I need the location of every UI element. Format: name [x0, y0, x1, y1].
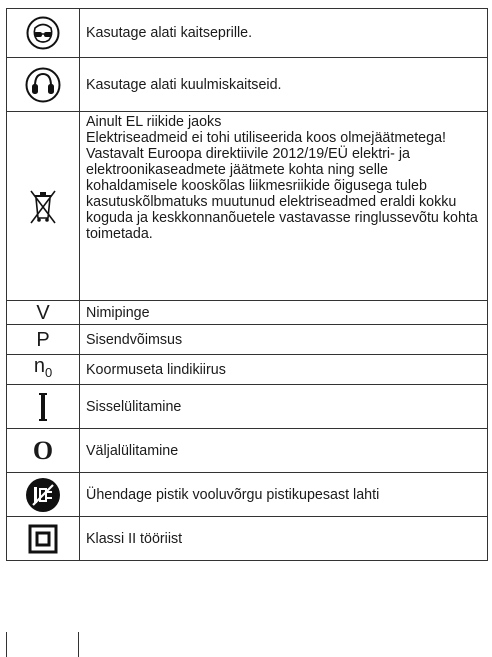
icon-cell: [7, 9, 80, 58]
table-row: [7, 473, 488, 517]
row-text: Kasutage alati kaitseprille.: [80, 9, 488, 58]
row-text: Ühendage pistik vooluvõrgu pistikupesast lahti: [80, 473, 488, 517]
icon-cell: [7, 473, 80, 517]
speed-symbol-letter: n: [33, 355, 45, 377]
power-symbol: P: [36, 328, 50, 351]
row-text: Sisselülitamine: [80, 385, 488, 429]
table-row: [7, 355, 488, 385]
row-text: Koormuseta lindikiirus: [80, 355, 488, 385]
row-text: Sisendvõimsus: [80, 325, 488, 355]
symbol-cell: [7, 325, 80, 355]
symbol-table: [6, 8, 488, 561]
table-row: [7, 325, 488, 355]
symbol-cell: [7, 429, 80, 473]
row-text: Klassi II tööriist: [80, 517, 488, 561]
switch-off-symbol: O: [32, 435, 54, 465]
row-text: Ainult EL riikide jaoks Elektriseadmeid ei tohi utiliseerida koos olmejäätmetega! Vastavalt Euroopa direktiivile 2012/19/EÜ elektri- ja elektroonikaseadmete jäätmete kohta ning selle kohaldamisele kooskõlas liikmesriikide õigusega tuleb kasutuskõlbmatuks muutunud elektriseadmed eraldi kokku koguda ja keskkonnanõuetele vastavasse ringlussevõtu kohta toimetada.: [80, 112, 488, 301]
ear-protection-icon: [25, 67, 61, 103]
table-row: [7, 58, 488, 112]
icon-cell: [7, 58, 80, 112]
table-continuation: [6, 632, 79, 657]
unplug-icon: [25, 477, 61, 513]
table-row: [7, 9, 488, 58]
symbol-cell: [7, 355, 80, 385]
table-row: [7, 517, 488, 561]
row-text: Nimipinge: [80, 301, 488, 325]
row-text: Väljalülitamine: [80, 429, 488, 473]
speed-symbol: [33, 355, 53, 380]
voltage-symbol: V: [36, 301, 50, 324]
safety-goggles-icon: [26, 16, 60, 50]
row-text: Kasutage alati kuulmiskaitseid.: [80, 58, 488, 112]
table-row: [7, 112, 488, 301]
icon-cell: [7, 517, 80, 561]
switch-on-icon: [36, 390, 50, 424]
table-row: [7, 385, 488, 429]
table-row: [7, 429, 488, 473]
class-ii-insulation-icon: [28, 524, 58, 554]
crossed-out-bin-icon: [28, 186, 58, 226]
speed-symbol-subscript: 0: [44, 365, 53, 380]
table-row: [7, 301, 488, 325]
symbol-cell: [7, 385, 80, 429]
icon-cell: [7, 112, 80, 301]
symbol-cell: [7, 301, 80, 325]
